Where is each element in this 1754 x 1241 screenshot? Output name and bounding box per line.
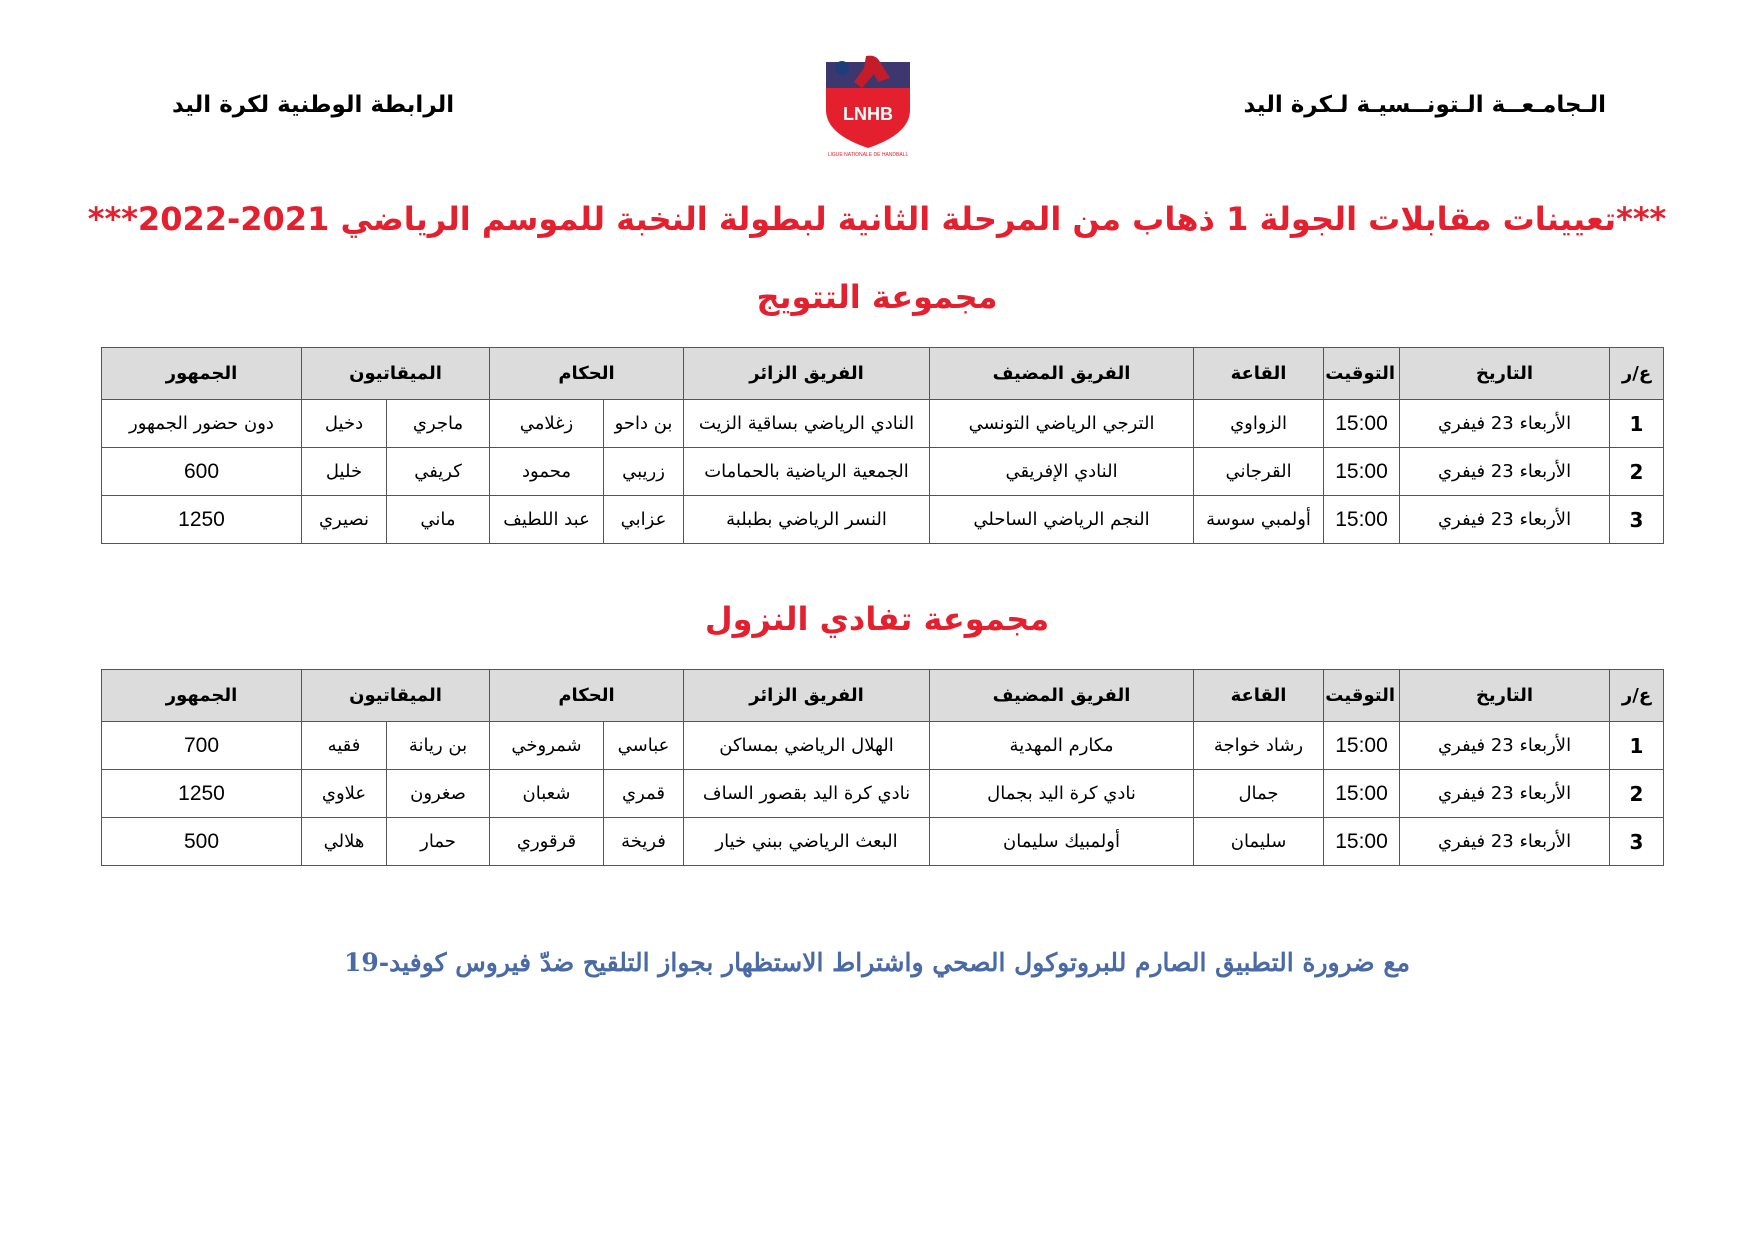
away-team: النادي الرياضي بساقية الزيت [684, 400, 930, 448]
logo-text: LNHB [843, 104, 893, 124]
referee-1: زريبي [604, 448, 684, 496]
referee-2: شعبان [490, 770, 604, 818]
match-num: 3 [1610, 496, 1664, 544]
referee-2: شمروخي [490, 722, 604, 770]
match-num: 1 [1610, 722, 1664, 770]
referee-1: عزابي [604, 496, 684, 544]
col-header-time: التوقيت [1324, 348, 1400, 400]
match-num: 2 [1610, 448, 1664, 496]
schedule-table-relegation [101, 669, 1664, 866]
federation-name: الـجامـعــة الـتونــسيـة لـكرة اليد [1243, 92, 1606, 118]
timekeeper-1: حمار [387, 818, 490, 866]
match-venue: سليمان [1194, 818, 1324, 866]
col-header-home: الفريق المضيف [930, 670, 1194, 722]
referee-1: فريخة [604, 818, 684, 866]
table-row [102, 448, 1664, 496]
home-team: الترجي الرياضي التونسي [930, 400, 1194, 448]
league-name: الرابطة الوطنية لكرة اليد [172, 92, 455, 118]
col-header-time: التوقيت [1324, 670, 1400, 722]
match-num: 3 [1610, 818, 1664, 866]
home-team: النادي الإفريقي [930, 448, 1194, 496]
referee-2: قرقوري [490, 818, 604, 866]
covid-protocol-note: مع ضرورة التطبيق الصارم للبروتوكول الصحي واشتراط الاستظهار بجواز التلقيح ضدّ فيروس كوفيد-19 [343, 948, 1411, 977]
col-header-venue: القاعة [1194, 670, 1324, 722]
schedule-table-championship [101, 347, 1664, 544]
match-venue: الزواوي [1194, 400, 1324, 448]
audience: دون حضور الجمهور [102, 400, 302, 448]
audience: 700 [102, 722, 302, 770]
col-header-date: التاريخ [1400, 348, 1610, 400]
timekeeper-2: فقيه [302, 722, 387, 770]
away-team: الجمعية الرياضية بالحمامات [684, 448, 930, 496]
referee-1: بن داحو [604, 400, 684, 448]
match-date: الأربعاء 23 فيفري [1400, 722, 1610, 770]
table-header-row [102, 670, 1664, 722]
group-title-relegation: مجموعة تفادي النزول [704, 600, 1050, 638]
audience: 500 [102, 818, 302, 866]
match-time: 15:00 [1324, 722, 1400, 770]
audience: 1250 [102, 770, 302, 818]
match-venue: جمال [1194, 770, 1324, 818]
col-header-audience: الجمهور [102, 348, 302, 400]
timekeeper-1: بن ريانة [387, 722, 490, 770]
match-date: الأربعاء 23 فيفري [1400, 448, 1610, 496]
match-time: 15:00 [1324, 400, 1400, 448]
away-team: الهلال الرياضي بمساكن [684, 722, 930, 770]
page-title: ***تعيينات مقابلات الجولة 1 ذهاب من المرحلة الثانية لبطولة النخبة للموسم الرياضي 2021-2022*** [87, 200, 1667, 238]
match-time: 15:00 [1324, 770, 1400, 818]
referee-2: محمود [490, 448, 604, 496]
group-title-championship: مجموعة التتويج [756, 278, 998, 316]
timekeeper-2: هلالي [302, 818, 387, 866]
timekeeper-1: ماجري [387, 400, 490, 448]
referee-2: زغلامي [490, 400, 604, 448]
referee-1: قمري [604, 770, 684, 818]
timekeeper-2: نصيري [302, 496, 387, 544]
col-header-referees: الحكام [490, 348, 684, 400]
col-header-audience: الجمهور [102, 670, 302, 722]
logo-subtext: LIGUE NATIONALE DE HANDBALL [827, 152, 909, 158]
table-row [102, 722, 1664, 770]
col-header-home: الفريق المضيف [930, 348, 1194, 400]
table-row [102, 400, 1664, 448]
col-header-date: التاريخ [1400, 670, 1610, 722]
match-date: الأربعاء 23 فيفري [1400, 818, 1610, 866]
home-team: النجم الرياضي الساحلي [930, 496, 1194, 544]
col-header-timekeepers: الميقاتيون [302, 348, 490, 400]
referee-2: عبد اللطيف [490, 496, 604, 544]
home-team: نادي كرة اليد بجمال [930, 770, 1194, 818]
table-row [102, 496, 1664, 544]
table-row [102, 818, 1664, 866]
col-header-num: ع/ر [1610, 348, 1664, 400]
match-time: 15:00 [1324, 448, 1400, 496]
match-date: الأربعاء 23 فيفري [1400, 400, 1610, 448]
league-logo [818, 48, 918, 158]
timekeeper-2: علاوي [302, 770, 387, 818]
match-venue: أولمبي سوسة [1194, 496, 1324, 544]
match-num: 2 [1610, 770, 1664, 818]
referee-1: عباسي [604, 722, 684, 770]
away-team: نادي كرة اليد بقصور الساف [684, 770, 930, 818]
col-header-away: الفريق الزائر [684, 670, 930, 722]
timekeeper-2: دخيل [302, 400, 387, 448]
table-header-row [102, 348, 1664, 400]
col-header-num: ع/ر [1610, 670, 1664, 722]
match-time: 15:00 [1324, 496, 1400, 544]
col-header-referees: الحكام [490, 670, 684, 722]
timekeeper-1: ماني [387, 496, 490, 544]
timekeeper-2: خليل [302, 448, 387, 496]
audience: 1250 [102, 496, 302, 544]
match-date: الأربعاء 23 فيفري [1400, 770, 1610, 818]
col-header-timekeepers: الميقاتيون [302, 670, 490, 722]
timekeeper-1: صغرون [387, 770, 490, 818]
match-date: الأربعاء 23 فيفري [1400, 496, 1610, 544]
match-time: 15:00 [1324, 818, 1400, 866]
col-header-away: الفريق الزائر [684, 348, 930, 400]
table-row [102, 770, 1664, 818]
away-team: البعث الرياضي ببني خيار [684, 818, 930, 866]
match-num: 1 [1610, 400, 1664, 448]
home-team: أولمبيك سليمان [930, 818, 1194, 866]
match-venue: رشاد خواجة [1194, 722, 1324, 770]
timekeeper-1: كريفي [387, 448, 490, 496]
home-team: مكارم المهدية [930, 722, 1194, 770]
logo-ball [835, 61, 849, 75]
match-venue: القرجاني [1194, 448, 1324, 496]
away-team: النسر الرياضي بطبلبة [684, 496, 930, 544]
col-header-venue: القاعة [1194, 348, 1324, 400]
audience: 600 [102, 448, 302, 496]
